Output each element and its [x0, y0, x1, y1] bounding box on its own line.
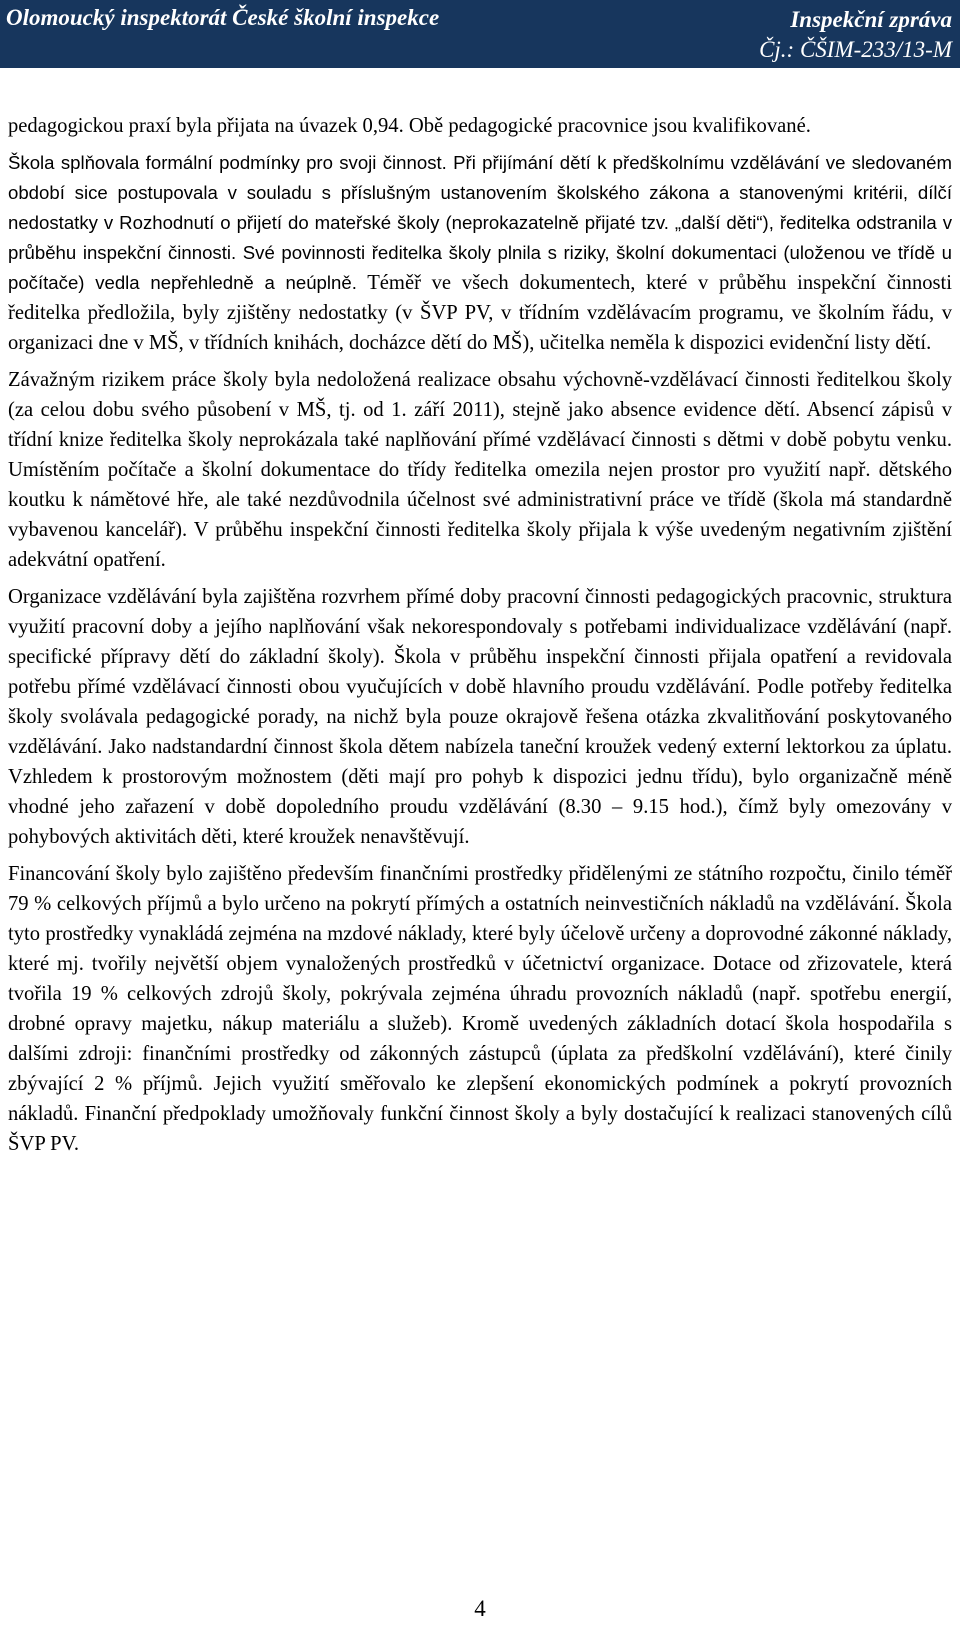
header-band [0, 0, 960, 68]
paragraph-conditions [8, 148, 952, 358]
paragraph-organization: Organizace vzdělávání byla zajištěna rozvrhem přímé doby pracovní činnosti pedagogických pracovnic, struktura využití pracovní doby a jejího naplňování však nekorespondovaly s potřebami individualizace vzdělávání (např. specifické přípravy dětí do základní školy). Škola v průběhu inspekční činnosti přijala opatření a revidovala potřebu přímé vzdělávací činnosti obou vyučujících v době hlavního proudu vzdělávání. Podle potřeby ředitelka školy svolávala pedagogické porady, na nichž byla pouze okrajově řešena otázka zkvalitňování poskytovaného vzdělávání. Jako nadstandardní činnost škola dětem nabízela taneční kroužek vedený externí lektorkou za úplatu. Vzhledem k prostorovým možnostem (děti mají pro pohyb k dispozici jednu třídu), bylo organizačně méně vhodné jeho zařazení v době dopoledního proudu vzdělávání (8.30 – 9.15 hod.), čímž byly omezovány v pohybových aktivitách děti, které kroužek nenavštěvují. [8, 586, 952, 848]
header-right [759, 5, 952, 65]
reference-number: Čj.: ČŠIM-233/13-M [759, 37, 952, 62]
paragraph-financing: Financování školy bylo zajištěno především finančními prostředky přidělenými ze státního rozpočtu, činilo téměř 79 % celkových příjmů a bylo určeno na pokrytí přímých a ostatních neinvestičních nákladů na vzdělávání. Škola tyto prostředky vynakládá zejména na mzdové náklady, které byly účelově určeny a doprovodné zákonné náklady, které mj. tvořily největší objem vynaložených prostředků v účetnictví organizace. Dotace od zřizovatele, která tvořila 19 % celkových zdrojů školy, pokrývala zejména úhradu provozních nákladů (např. spotřebu energií, drobné opravy majetku, nákup materiálu a služeb). Kromě uvedených základních dotací škola hospodařila s dalšími zdroji: finančními prostředky od zákonných zástupců (úplata za předškolní vzdělávání), které činily zbývající 2 % příjmů. Jejich využití směřovalo ke zlepšení ekonomických podmínek a pokrytí provozních nákladů. Finanční předpoklady umožňovaly funkční činnost školy a byly dostačující k realizaci stanovených cílů ŠVP PV. [8, 863, 952, 1155]
inspectorate-name: Olomoucký inspektorát České školní inspekce [6, 5, 440, 30]
paragraph-conditions-part1: Škola splňovala formální podmínky pro svoji činnost. Při přijímání dětí k předškolnímu vzdělávání ve sledovaném období sice postupovala v souladu s příslušným ustanovením školského zákona a stanovenými kritérii, dílčí nedostatky v Rozhodnutí o přijetí do mateřské školy (neprokazatelně přijaté tzv. „další děti“), ředitelka odstranila v průběhu inspekční činnosti. Své povinnosti ředitelka školy plnila s riziky, školní dokumentaci (uloženou ve třídě u počítače) vedla nepřehledně a neúplně. [8, 152, 952, 293]
report-title: Inspekční zpráva [790, 7, 952, 32]
page-number: 4 [474, 1596, 486, 1621]
document-body [8, 111, 952, 1159]
paragraph-staff: pedagogickou praxí byla přijata na úvazek 0,94. Obě pedagogické pracovnice jsou kvalifikované. [8, 115, 811, 137]
paragraph-conditions-part2: Téměř ve všech dokumentech, které v průběhu inspekční činnosti ředitelka předložila, byly zjištěny nedostatky (v ŠVP PV, v třídním vzdělávacím programu, ve školním řádu, v organizaci dne v MŠ, v třídních knihách, docházce dětí do MŠ), učitelka neměla k dispozici evidenční listy dětí. [8, 272, 952, 354]
paragraph-risks: Závažným rizikem práce školy byla nedoložená realizace obsahu výchovně-vzdělávací činnosti ředitelkou školy (za celou dobu svého působení v MŠ, tj. od 1. září 2011), stejně jako absence evidence dětí. Absencí zápisů v třídní knize ředitelka školy neprokázala také naplňování přímé vzdělávací činnosti s dětmi v době pobytu venku. Umístěním počítače a školní dokumentace do třídy ředitelka omezila nejen prostor pro využití např. dětského koutku k námětové hře, ale také nezdůvodnila účelnost své administrativní práce ve třídě (škola má standardně vybavenou kancelář). V průběhu inspekční činnosti ředitelka školy přijala k výše uvedeným negativním zjištění adekvátní opatření. [8, 369, 952, 571]
